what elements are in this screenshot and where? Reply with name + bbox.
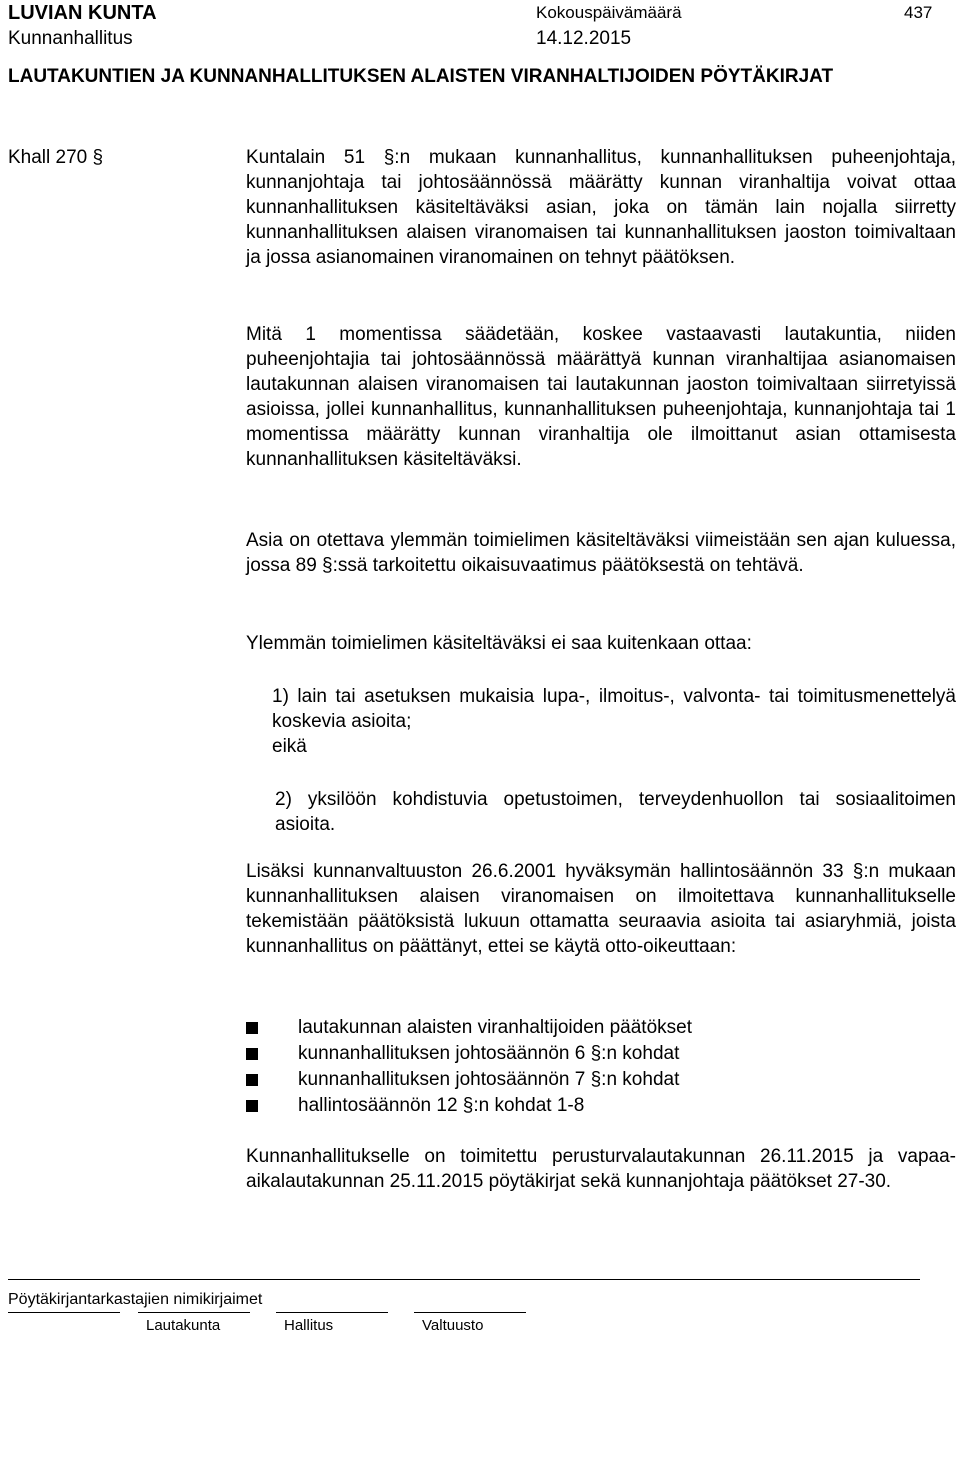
signature-line — [276, 1312, 388, 1313]
paragraph-toimitettu: Kunnanhallitukselle on toimitettu perusturvalautakunnan 26.11.2015 ja vapaa-aikalautakunnan 25.11.2015 pöytäkirjat sekä kunnanjohtaja päätökset 27-30. — [246, 1146, 956, 1192]
square-bullet-icon — [246, 1048, 258, 1060]
signature-line — [414, 1312, 526, 1313]
square-bullet-icon — [246, 1074, 258, 1086]
exception-bullet-list — [246, 1015, 946, 1119]
list-item-text: lautakunnan alaisten viranhaltijoiden päätökset — [298, 1017, 692, 1038]
exception-conjunction: eikä — [272, 736, 307, 757]
footer-divider — [8, 1279, 920, 1280]
paragraph-hallintosaanto: Lisäksi kunnanvaltuuston 26.6.2001 hyväksymän hallintosäännön 33 §:n mukaan kunnanhallituksen alaisen viranomaisen on ilmoitettava kunnanhallitukselle tekemistään päätöksistä lukuun ottamatta seuraavia asioita tai asiaryhmiä, joista kunnanhallitus on päättänyt, ettei se käytä otto-oikeuttaan: — [246, 861, 956, 957]
square-bullet-icon — [246, 1022, 258, 1034]
square-bullet-icon — [246, 1100, 258, 1112]
list-item — [246, 1093, 946, 1119]
signature-column-valtuusto: Valtuusto — [422, 1317, 484, 1334]
document-title: LAUTAKUNTIEN JA KUNNANHALLITUKSEN ALAISTEN VIRANHALTIJOIDEN PÖYTÄKIRJAT — [8, 66, 834, 87]
meeting-date-label: Kokouspäivämäärä — [536, 3, 682, 22]
exception-item-2: 2) yksilöön kohdistuvia opetustoimen, terveydenhuollon tai sosiaalitoimen asioita. — [275, 789, 956, 835]
exception-item-1: 1) lain tai asetuksen mukaisia lupa-, ilmoitus-, valvonta- tai toimitusmenettelyä koskevia asioita; — [272, 686, 956, 732]
paragraph-kuntalaki: Kuntalain 51 §:n mukaan kunnanhallitus, kunnanhallituksen puheenjohtaja, kunnanjohtaja tai johtosäännössä määrätty kunnan viranhaltija voivat ottaa kunnanhallituksen käsiteltäväksi asian, joka on tämän lain nojalla siirretty kunnanhallituksen alaisen viranomaisen tai kunnanhallituksen jaoston toimivaltaan ja jossa asianomainen viranomainen on tehnyt päätöksen. — [246, 147, 956, 268]
board-name: Kunnanhallitus — [8, 28, 133, 49]
page-number: 437 — [904, 3, 933, 22]
signature-column-hallitus: Hallitus — [284, 1317, 334, 1334]
meeting-date-value: 14.12.2015 — [536, 28, 632, 49]
list-item — [246, 1015, 946, 1041]
municipality-name: LUVIAN KUNTA — [8, 2, 157, 24]
list-item — [246, 1067, 946, 1093]
paragraph-asia: Asia on otettava ylemmän toimielimen käsiteltäväksi viimeistään sen ajan kuluessa, jossa 89 §:ssä tarkoitettu oikaisuvaatimus päätöksestä on tehtävä. — [246, 530, 956, 576]
paragraph-ylemman: Ylemmän toimielimen käsiteltäväksi ei saa kuitenkaan ottaa: — [246, 633, 752, 654]
signature-title: Pöytäkirjantarkastajien nimikirjaimet — [8, 1291, 263, 1308]
list-item — [246, 1041, 946, 1067]
signature-line — [138, 1312, 250, 1313]
list-item-text: kunnanhallituksen johtosäännön 6 §:n kohdat — [298, 1043, 680, 1064]
list-item-text: hallintosäännön 12 §:n kohdat 1-8 — [298, 1095, 585, 1116]
section-identifier: Khall 270 § — [8, 147, 104, 168]
list-item-text: kunnanhallituksen johtosäännön 7 §:n kohdat — [298, 1069, 680, 1090]
signature-line — [8, 1312, 120, 1313]
paragraph-momentti: Mitä 1 momentissa säädetään, koskee vastaavasti lautakuntia, niiden puheenjohtajia tai johtosäännössä määrättyä kunnan viranhaltijaa asianomaisen lautakunnan alaisen viranomaisen tai lautakunnan jaoston toimivaltaan siirretyissä asioissa, jollei kunnanhallitus, kunnanhallituksen puheenjohtaja, kunnanjohtaja tai 1 momentissa määrätty kunnan viranhaltija ole ilmoittanut asian ottamisesta kunnanhallituksen käsiteltäväksi. — [246, 324, 956, 470]
signature-column-lautakunta: Lautakunta — [146, 1317, 221, 1334]
